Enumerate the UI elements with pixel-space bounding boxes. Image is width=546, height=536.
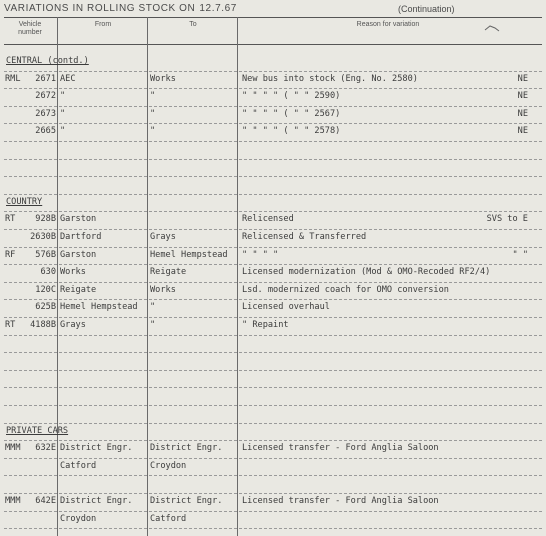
section-heading: PRIVATE CARS	[6, 425, 69, 436]
ruled-line	[4, 458, 542, 459]
vehicle-number: 625B	[35, 302, 56, 313]
vehicle-type: RML	[5, 73, 21, 84]
note-cell: " "	[512, 249, 528, 260]
vehicle-number: 4188B	[30, 320, 56, 330]
from-cell: AEC	[60, 73, 76, 84]
reason-cell: " " " "	[242, 249, 279, 260]
from-cell: "	[60, 108, 66, 119]
ruled-line	[4, 194, 542, 195]
ruled-line	[4, 475, 542, 476]
from-cell: "	[60, 126, 66, 137]
section-heading: CENTRAL (contd.)	[6, 56, 89, 66]
from-cell: District Engr.	[60, 496, 133, 506]
ruled-line	[4, 387, 542, 388]
to-cell: District Engr.	[150, 496, 223, 506]
vehicle-number: 2671	[35, 73, 56, 84]
ruled-line	[4, 176, 542, 177]
reason-cell: Licensed overhaul	[242, 302, 330, 313]
vehicle-number: 2665	[35, 126, 56, 137]
col-header-to: To	[189, 21, 197, 28]
note-cell: NE	[517, 91, 528, 102]
reason-cell: " Repaint	[242, 320, 289, 330]
note-cell: SVS to E	[486, 214, 528, 225]
reason-cell: Lsd. modernized coach for OMO conversion	[242, 284, 449, 295]
vehicle-number: 2630B	[30, 232, 56, 242]
title-text: VARIATIONS IN ROLLING STOCK ON	[4, 3, 196, 14]
ruled-line	[4, 335, 542, 336]
to-cell: Works	[150, 284, 176, 295]
ruled-line	[4, 352, 542, 353]
ruled-line	[4, 511, 542, 512]
vehicle-number: 2672	[35, 91, 56, 102]
reason-cell: New bus into stock (Eng. No. 2580)	[242, 73, 418, 84]
pen-mark-icon	[484, 24, 500, 32]
from-cell: Garston	[60, 214, 97, 225]
ruled-line	[4, 71, 542, 72]
to-cell: "	[150, 320, 156, 330]
reason-cell: Licensed modernization (Mod & OMO-Recoded RF2/4)	[242, 267, 491, 278]
to-cell-line2: Catford	[150, 513, 187, 524]
ruled-line	[4, 247, 542, 248]
from-cell: "	[60, 91, 66, 102]
reason-cell: Relicensed & Transferred	[242, 232, 367, 242]
vehicle-number: 2673	[35, 108, 56, 119]
vehicle-number: 642E	[35, 496, 56, 506]
reason-cell: Licensed transfer - Ford Anglia Saloon	[242, 443, 439, 454]
from-cell: Reigate	[60, 284, 97, 295]
vehicle-number: 120C	[35, 284, 56, 295]
to-cell: Reigate	[150, 267, 187, 278]
vehicle-type: MMM	[5, 443, 21, 454]
title-date: 12.7.67	[199, 3, 237, 14]
sheet-title	[4, 3, 237, 14]
ruled-line	[4, 88, 542, 89]
vehicle-type: RT	[5, 320, 16, 330]
ruled-line	[4, 528, 542, 529]
to-cell: Hemel Hempstead	[150, 249, 228, 260]
from-cell: District Engr.	[60, 443, 133, 454]
vehicle-type: RF	[5, 249, 16, 260]
from-cell: Dartford	[60, 232, 102, 242]
note-cell: NE	[517, 126, 528, 137]
from-cell: Grays	[60, 320, 86, 330]
to-cell-line2: Croydon	[150, 460, 187, 471]
to-cell: Works	[150, 73, 176, 84]
from-cell: Garston	[60, 249, 97, 260]
to-cell: "	[150, 91, 156, 102]
to-cell: "	[150, 302, 156, 313]
ruled-line	[4, 282, 542, 283]
to-cell: "	[150, 108, 156, 119]
reason-cell: Relicensed	[242, 214, 294, 225]
ruled-line	[4, 229, 542, 230]
reason-cell: " " " " ( " " 2567)	[242, 108, 341, 119]
ruled-line	[4, 159, 542, 160]
note-cell: NE	[517, 108, 528, 119]
ruled-line	[4, 405, 542, 406]
reason-cell: " " " " ( " " 2578)	[242, 126, 341, 137]
to-cell: "	[150, 126, 156, 137]
ruled-line	[4, 423, 542, 424]
col-header-from: From	[94, 21, 112, 28]
ruled-line	[4, 123, 542, 124]
vehicle-number: 928B	[35, 214, 56, 225]
ruled-line	[4, 317, 542, 318]
col-header-vehicle: Vehicle number	[18, 21, 42, 36]
ruled-line	[4, 493, 542, 494]
to-cell: District Engr.	[150, 443, 223, 454]
ruled-line	[4, 299, 542, 300]
ruled-line	[4, 370, 542, 371]
from-cell-line2: Catford	[60, 460, 97, 471]
note-cell: NE	[517, 73, 528, 84]
to-cell: Grays	[150, 232, 176, 242]
reason-cell: " " " " ( " " 2590)	[242, 91, 341, 102]
ruled-line	[4, 141, 542, 142]
from-cell-line2: Croydon	[60, 513, 97, 524]
vehicle-number: 632E	[35, 443, 56, 454]
vehicle-number: 630	[40, 267, 56, 278]
vehicle-type: MMM	[5, 496, 21, 506]
vehicle-type: RT	[5, 214, 16, 225]
from-cell: Works	[60, 267, 86, 278]
ruled-line	[4, 440, 542, 441]
ruled-line	[4, 106, 542, 107]
ruled-line	[4, 211, 542, 212]
ruled-line	[4, 264, 542, 265]
continuation-label: (Continuation)	[398, 4, 455, 14]
col-header-reason: Reason for variation	[356, 21, 420, 28]
reason-cell: Licensed transfer - Ford Anglia Saloon	[242, 496, 439, 506]
from-cell: Hemel Hempstead	[60, 302, 138, 313]
vehicle-number: 576B	[35, 249, 56, 260]
section-heading: COUNTRY	[6, 196, 43, 207]
